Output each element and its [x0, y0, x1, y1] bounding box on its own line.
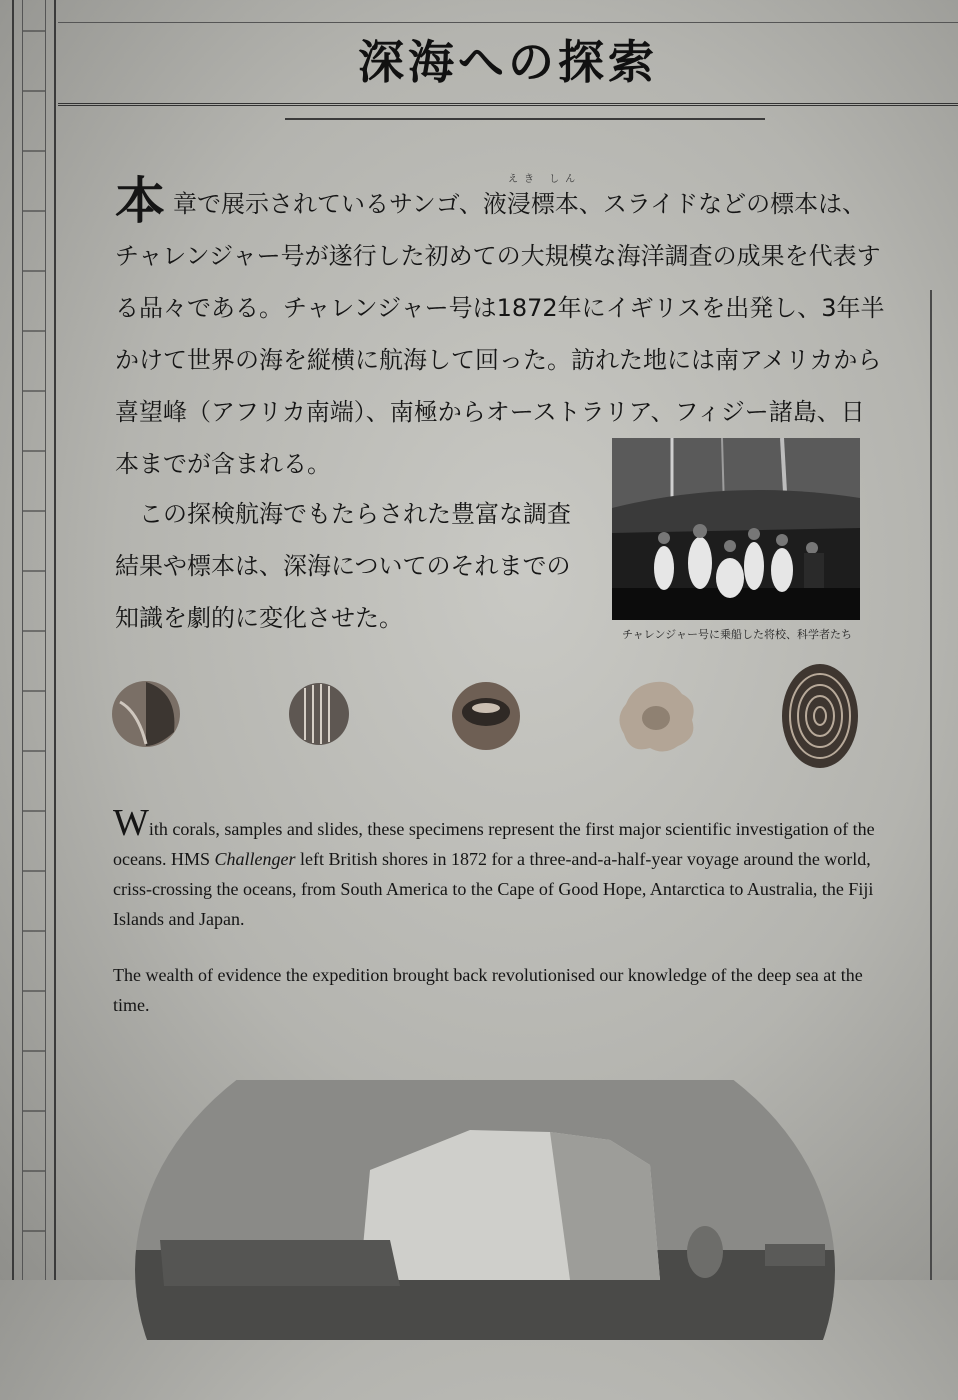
specimen-5-illustration	[778, 660, 864, 772]
ruby-annotation: えき しん	[508, 174, 582, 185]
crew-photo	[612, 438, 860, 620]
specimen-2-illustration	[285, 680, 355, 750]
title-underline	[285, 118, 765, 120]
page-title: 深海への探索	[358, 35, 658, 89]
specimen-1-illustration	[108, 672, 188, 752]
crew-photo-image	[612, 438, 860, 620]
japanese-paragraph-1-text: 章で展示されているサンゴ、液浸標本、スライドなどの標本は、チャレンジャー号が遂行した初めての大規模な海洋調査の成果を代表する品々である。チャレンジャー号は1872年にイギリスを出発し、3年半かけて世界の海を縦横に航海して回った。訪れた地には南アメリカから喜望峰（アフリカ南端）、南極からオーストラリア、フィジー諸島、日本までが含まれる。	[115, 190, 885, 478]
photo-caption: チャレンジャー号に乗船した将校、科学者たち	[622, 628, 852, 641]
english-paragraph-1	[113, 802, 883, 934]
japanese-paragraph-2: この探検航海でもたらされた豊富な調査結果や標本は、深海についてのそれまでの知識を劇的に変化させた。	[115, 500, 571, 632]
iceberg-photo	[130, 930, 840, 1400]
ship-name: Challenger	[214, 849, 296, 869]
left-decorative-border-pattern	[22, 0, 46, 1280]
english-dropcap: W	[113, 802, 149, 844]
specimen-4-illustration	[612, 676, 700, 756]
english-paragraph-2: The wealth of evidence the expedition brought back revolutionised our knowledge of the deep sea at the time.	[113, 965, 863, 1015]
english-paragraph-1-text-a: ith corals, samples and slides, these specimens represent the first major scientific investigation of the oceans. HMS	[113, 819, 875, 869]
right-divider-line	[930, 290, 932, 1280]
japanese-dropcap: 本	[115, 171, 165, 230]
english-paragraph-1-text-b: left British shores in 1872 for a three-and-a-half-year voyage around the world, criss-crossing the oceans, from South America to the Cape of Good Hope, Antarctica to Australia, the Fiji Islands and Japan.	[113, 849, 874, 929]
specimen-3-illustration	[448, 676, 528, 756]
